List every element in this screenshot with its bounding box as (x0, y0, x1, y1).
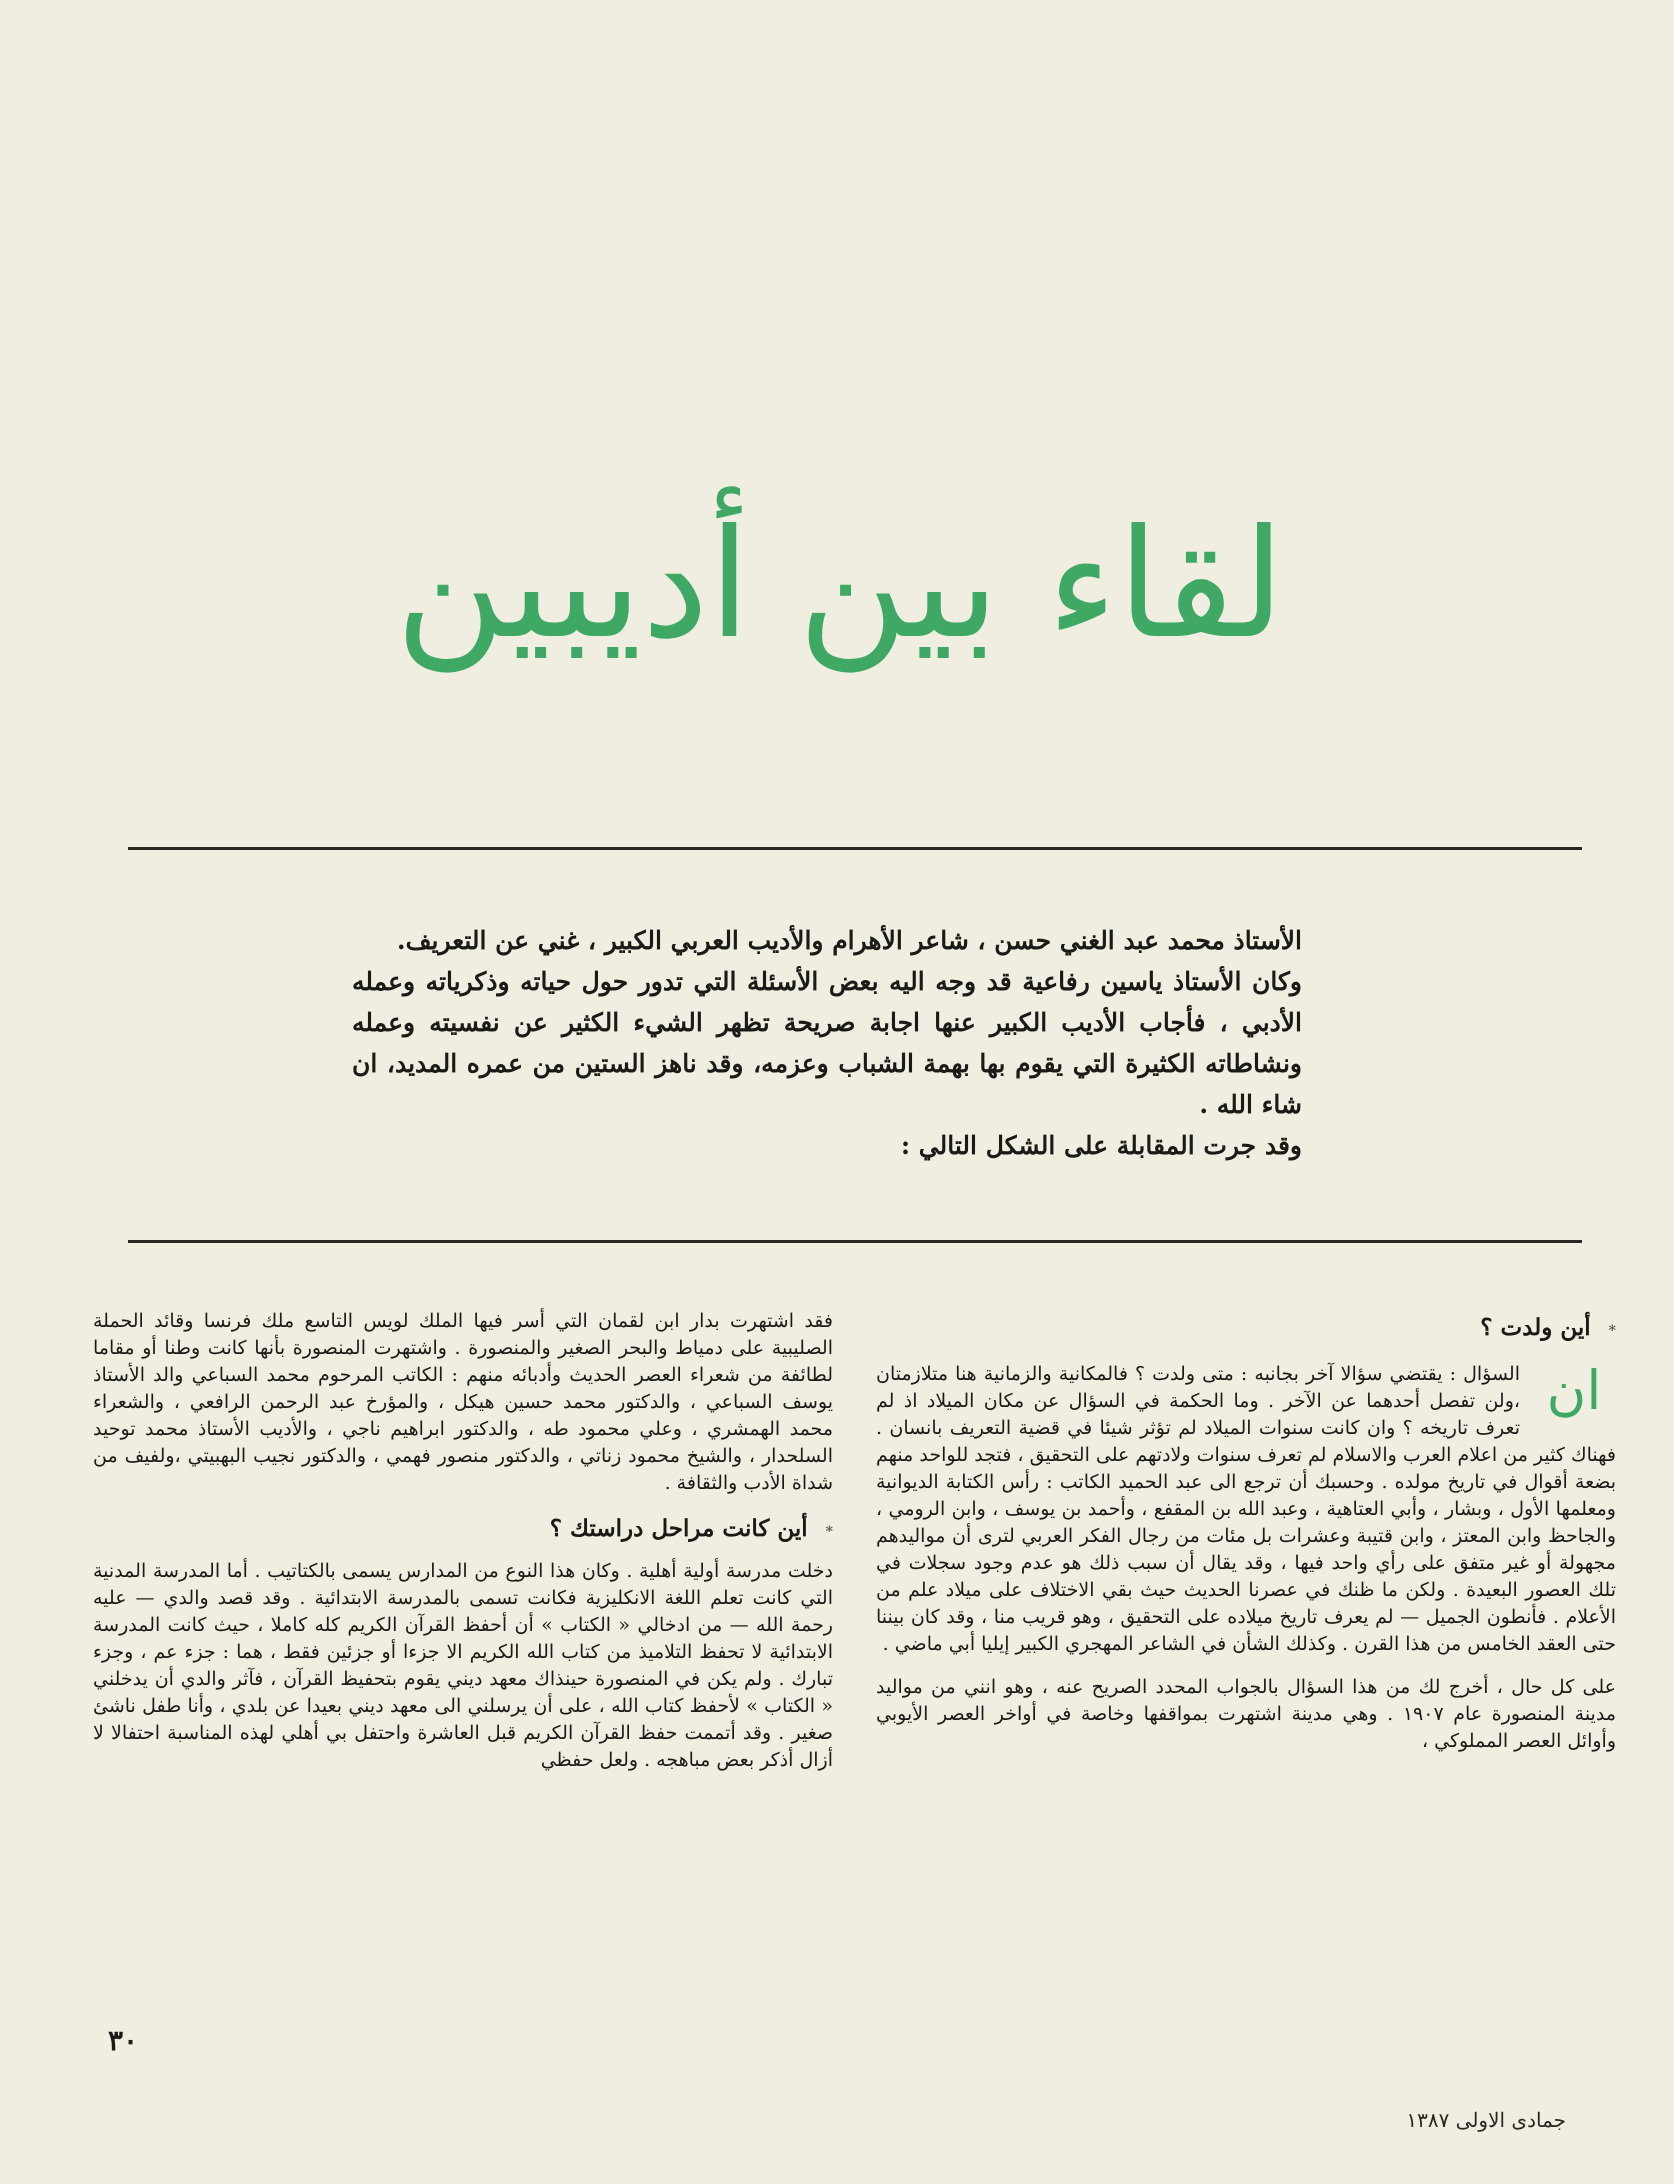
page-number: ٣٠ (108, 2024, 139, 2057)
intro-paragraph: وكان الأستاذ ياسين رفاعية قد وجه اليه بعض الأسئلة التي تدور حول حياته وذكرياته وعمله الأدبي ، فأجاب الأديب الكبير عنها اجابة صريحة تظهر الشيء الكثير عن نفسيته وعمله ونشاطاته الكثيرة التي يقوم بها بهمة الشباب وعزمه، وقد ناهز الستين من عمره المديد، ان شاء الله . (352, 967, 1302, 1119)
intro-paragraph: الأستاذ محمد عبد الغني حسن ، شاعر الأهرام والأديب العربي الكبير ، غني عن التعريف. (396, 926, 1302, 955)
left-column (93, 1308, 833, 1790)
intro-block (352, 920, 1302, 1166)
answer-paragraph: على كل حال ، أخرج لك من هذا السؤال بالجواب المحدد الصريح عنه ، وهو انني من مواليد مدينة المنصورة عام ١٩٠٧ . وهي مدينة اشتهرت بمواقفها وخاصة في أواخر العصر الأيوبي وأوائل العصر المملوكي ، (876, 1676, 1616, 1752)
answer-paragraph (876, 1361, 1616, 1658)
question-text: أين ولدت ؟ (1480, 1314, 1591, 1341)
issue-date: جمادى الاولى ١٣٨٧ (1406, 2108, 1566, 2132)
divider-bottom (128, 1240, 1582, 1243)
right-column (876, 1308, 1616, 1771)
question-heading (876, 1312, 1616, 1347)
question-mark-icon: * (1608, 1323, 1616, 1339)
divider-top (128, 847, 1582, 850)
answer-text: السؤال : يقتضي سؤالا آخر بجانبه : متى ولدت ؟ فالمكانية والزمانية هنا متلازمتان ،ولن تفصل أحدهما عن الآخر . وما الحكمة في السؤال عن مكان الميلاد اذ لم تعرف تاريخه ؟ وان كانت سنوات الميلاد لم تؤثر شيئا في قضية التعريف بانسان . فهناك كثير من اعلام العرب والاسلام لم تعرف سنوات ولادتهم على التحقيق ، فتجد للواحد منهم بضعة أقوال في تاريخ مولده . وحسبك أن ترجع الى عبد الحميد الكاتب : رأس الكتابة الديوانية ومعلمها الأول ، وبشار ، وأبي العتاهية ، وعبد الله بن المقفع ، وأحمد بن يوسف ، وابن الرومي ، والجاحظ وابن المعتز ، وابن قتيبة وعشرات بل مئات من رجال الفكر العربي لترى أن مواليدهم مجهولة أو غير متفق على رأي واحد فيها ، وقد يقال أن سبب ذلك هو عدم وجود سجلات في تلك العصور البعيدة . ولكن ما ظنك في عصرنا الحديث حيث بقي الاختلاف على ميلاد علم من الأعلام . فأنطون الجميل — لم يعرف تاريخ ميلاده على التحقيق ، وهو قريب منا ، وقد كان بيننا حتى العقد الخامس من هذا القرن . وكذلك الشأن في الشاعر المهجري الكبير إيليا أبي ماضي . (876, 1363, 1616, 1655)
question-heading (93, 1513, 833, 1548)
intro-paragraph: وقد جرت المقابلة على الشكل التالي : (900, 1131, 1302, 1160)
answer-paragraph: دخلت مدرسة أولية أهلية . وكان هذا النوع من المدارس يسمى بالكتاتيب . أما المدرسة المدنية التي كانت تعلم اللغة الانكليزية فكانت تسمى بالمدرسة الابتدائية . وقد قصد والدي — عليه رحمة الله — من ادخالي « الكتاب » أن أحفظ القرآن الكريم كله كاملا ، حيث كانت المدرسة الابتدائية لا تحفظ التلاميذ من كتاب الله الكريم الا جزءا أو جزئين فقط ، هما : جزء عم ، وجزء تبارك . ولم يكن في المنصورة حينذاك معهد ديني يقوم بتحفيظ القرآن ، فآثر والدي أن يدخلني « الكتاب » لأحفظ كتاب الله ، على أن يرسلني الى معهد ديني بعيدا عن بلدي ، وأنا طفل ناشئ صغير . وقد أتممت حفظ القرآن الكريم قبل العاشرة واحتفل بي أهلي لهذه المناسبة احتفالا لا أزال أذكر بعض مباهجه . ولعل حفظي (93, 1560, 833, 1771)
question-text: أين كانت مراحل دراستك ؟ (549, 1515, 808, 1542)
question-mark-icon: * (825, 1524, 833, 1540)
article-title: لقاء بين أديبين (395, 498, 1285, 672)
dropcap-ornament: ان (1546, 1359, 1602, 1422)
answer-paragraph: فقد اشتهرت بدار ابن لقمان التي أسر فيها الملك لويس التاسع ملك فرنسا وقائد الحملة الصليبية على دمياط والبحر الصغير والمنصورة . واشتهرت المنصورة بأنها كانت وطنا أو مقاما لطائفة من شعراء العصر الحديث وأدبائه منهم : الكاتب المرحوم محمد السباعي والد الأستاذ يوسف السباعي ، والدكتور محمد حسين هيكل ، والمؤرخ عبد الرحمن الرافعي ، والشعراء محمد الهمشري ، وعلي محمود طه ، والدكتور ابراهيم ناجي ، والأديب الأستاذ محمد توحيد السلحدار ، والشيخ محمود زناتي ، والدكتور منصور فهمي ، والدكتور نجيب البهبيتي ،ولفيف من شداة الأدب والثقافة . (93, 1310, 833, 1494)
